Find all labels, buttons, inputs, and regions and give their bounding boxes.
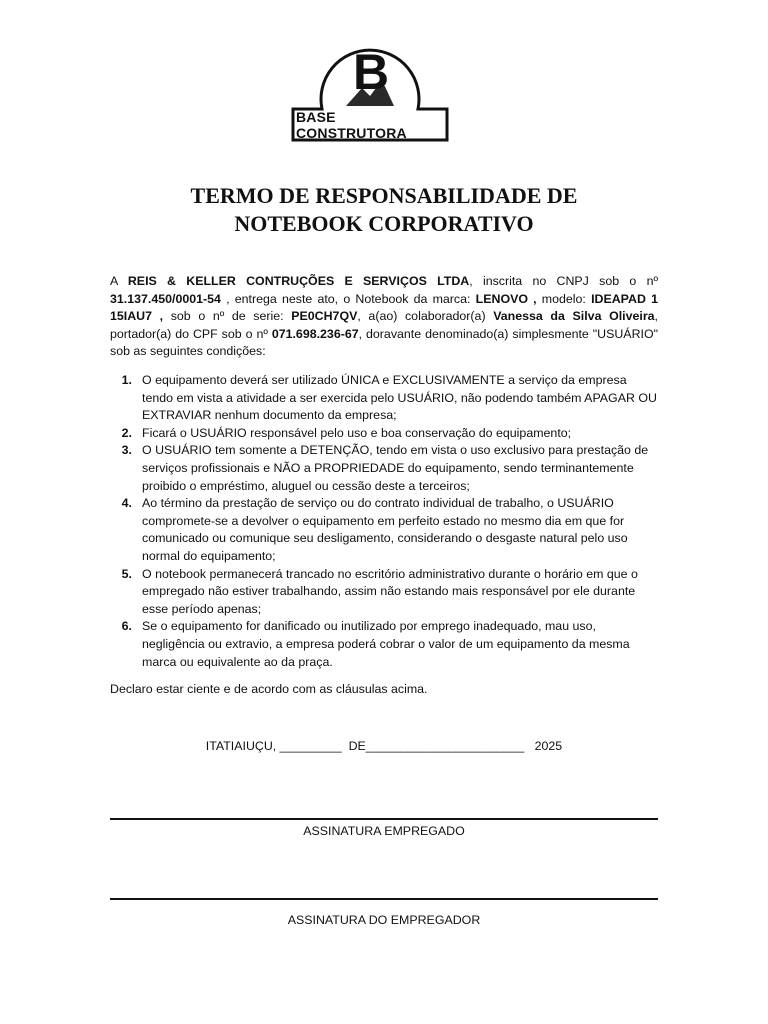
intro-text: , inscrita no CNPJ sob o nº xyxy=(469,274,658,288)
employee-signature-line xyxy=(110,818,658,820)
clause-text: Se o equipamento for danificado ou inutilizado por emprego inadequado, mau uso, negligência ou extravio, a empresa poderá cobrar o valor de um equipamento da mesma marca ou equivalente ao da praça. xyxy=(142,619,630,669)
clauses-list xyxy=(110,372,658,671)
employee-signature-label: ASSINATURA EMPREGADO xyxy=(303,824,465,838)
clause-text: O equipamento deverá ser utilizado ÚNICA e EXCLUSIVAMENTE a serviço da empresa tendo em vista a atividade a ser exercida pelo USUÁRIO, não podendo também APAGAR OU EXTRAVIAR nenhum documento da empresa; xyxy=(142,373,657,423)
clause-number: 1. xyxy=(121,373,132,387)
intro-text: sob o nº de serie: xyxy=(163,309,292,324)
clause-item xyxy=(110,425,658,443)
employer-signature-line xyxy=(110,898,658,900)
clause-text: O USUÁRIO tem somente a DETENÇÃO, tendo em vista o uso exclusivo para prestação de serviços profissionais e NÃO a PROPRIEDADE do equipamento, sendo terminantemente proibido o empréstimo, aluguel ou cessão deste a terceiros; xyxy=(142,443,649,493)
date-line: ITATIAIUÇU, _________ DE_______________________ 2025 xyxy=(205,739,563,753)
clause-item xyxy=(110,495,658,565)
clause-number: 5. xyxy=(121,566,132,581)
cnpj-number: 31.137.450/0001-54 xyxy=(110,291,221,306)
clause-item xyxy=(110,372,658,425)
clause-text: Ficará o USUÁRIO responsável pelo uso e boa conservação do equipamento; xyxy=(142,425,572,440)
clause-number: 3. xyxy=(121,443,132,458)
intro-text: modelo: xyxy=(536,291,592,306)
clause-item xyxy=(110,442,658,495)
employee-name: Vanessa da Silva Oliveira xyxy=(493,309,655,324)
company-logo xyxy=(290,34,452,142)
serial-number: PE0CH7QV xyxy=(291,309,358,324)
intro-text: , a(ao) colaborador(a) xyxy=(357,309,494,324)
title-line-1: TERMO DE RESPONSABILIDADE DE xyxy=(190,183,578,208)
logo-name: BASE CONSTRUTORA xyxy=(296,109,407,141)
clause-item xyxy=(110,566,658,619)
company-name: REIS & KELLER CONTRUÇÕES E SERVIÇOS LTDA xyxy=(127,274,470,288)
intro-text: , doravante denominado(a) simplesmente "USUÁRIO" sob as seguintes condições: xyxy=(110,326,658,359)
clause-number: 2. xyxy=(121,425,132,440)
clause-number: 4. xyxy=(121,496,132,511)
logo-letter: B xyxy=(352,44,390,100)
intro-paragraph xyxy=(110,273,658,361)
clause-text: O notebook permanecerá trancado no escritório administrativo durante o horário em que o empregado não estiver trabalhando, assim não estando mais responsável por ele durante esse período apenas; xyxy=(142,566,638,616)
title-line-2: NOTEBOOK CORPORATIVO xyxy=(234,211,534,236)
intro-text: , entrega neste ato, o Notebook da marca: xyxy=(220,291,476,306)
employer-signature-label: ASSINATURA DO EMPREGADOR xyxy=(287,913,481,927)
clause-text: Ao término da prestação de serviço ou do contrato individual de trabalho, o USUÁRIO compromete-se a devolver o equipamento em perfeito estado no mesmo dia em que for comunicado ou comunique seu desligamento, considerando o desgaste natural pelo uso normal do equipamento; xyxy=(142,496,628,563)
clause-number: 6. xyxy=(121,619,132,634)
intro-text: , portador(a) do CPF sob o nº xyxy=(110,309,658,341)
document-title xyxy=(110,182,658,238)
notebook-model: IDEAPAD 1 15IAU7 , xyxy=(110,291,658,324)
declaration-text: Declaro estar ciente e de acordo com as cláusulas acima. xyxy=(110,682,428,696)
intro-text: A xyxy=(110,274,128,288)
clause-item xyxy=(110,618,658,671)
cpf-number: 071.698.236-67 xyxy=(271,326,359,341)
notebook-brand: LENOVO , xyxy=(475,291,537,306)
